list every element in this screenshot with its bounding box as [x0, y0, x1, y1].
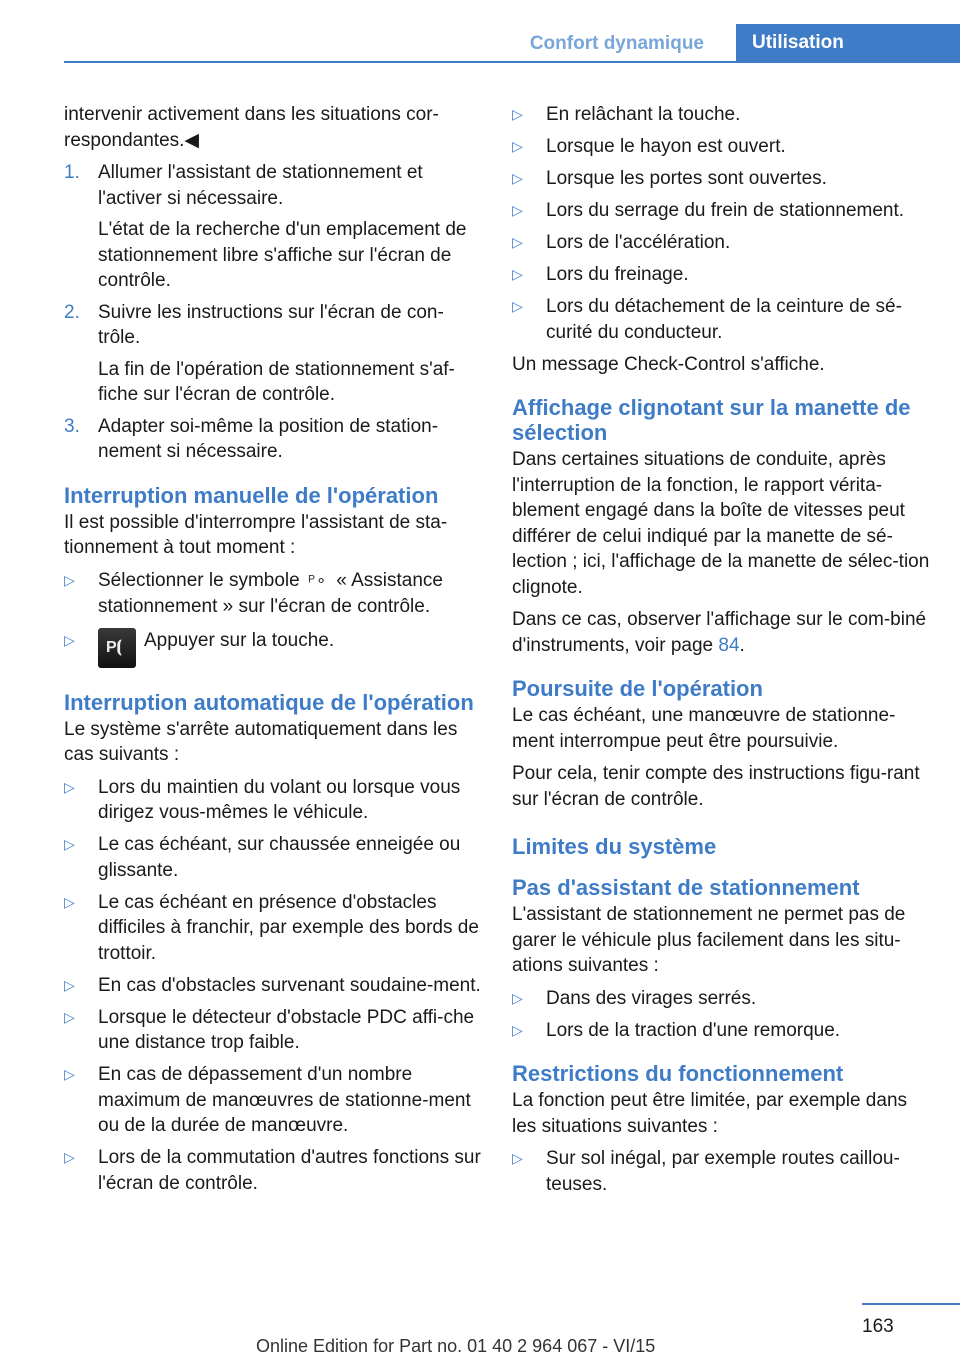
restrictions-text: La fonction peut être limitée, par exemple dans les situations suivantes :: [512, 1090, 908, 1137]
parking-assist-button-icon: P⦗: [98, 628, 136, 668]
triangle-bullet-icon: ▷: [512, 266, 523, 282]
parking-assist-symbol-icon: ᴾ⚬: [308, 572, 328, 590]
manual-interruption-text: Il est possible d'interrompre l'assistant de sta-tionnement à tout moment :: [64, 511, 448, 558]
list-item: [512, 294, 932, 345]
list-item-text: En relâchant la touche.: [546, 104, 741, 125]
blink-paragraph-1: Dans certaines situations de conduite, après l'interruption de la fonction, le rapport vérita-blement engagé dans la boîte de vitesses peut différer de celui indiqué par la manette de sé-lection ; ici, l'affichage de la manette de sélec-tion clignote.: [512, 449, 930, 598]
list-item: [64, 568, 484, 620]
list-item-text: Lors du maintien du volant ou lorsque vous dirigez vous-mêmes le véhicule.: [98, 776, 461, 823]
auto-interruption-heading: Interruption automatique de l'opération: [64, 689, 474, 715]
list-item-text: Lors du freinage.: [546, 264, 689, 285]
triangle-bullet-icon: ▷: [512, 202, 523, 218]
left-column: [64, 102, 484, 1203]
list-item-text: En cas de dépassement d'un nombre maximum de manœuvres de stationne-ment ou de la durée de manœuvre.: [98, 1064, 471, 1136]
triangle-bullet-icon: ▷: [512, 989, 523, 1006]
no-assist-text: L'assistant de stationnement ne permet pas de garer le véhicule plus facilement dans les situ-ations suivantes :: [512, 904, 906, 976]
chapter-tab[interactable]: Utilisation: [736, 24, 960, 61]
list-item: [512, 134, 932, 160]
manual-list: [64, 568, 484, 672]
triangle-bullet-icon: ▷: [64, 1066, 75, 1082]
list-item: [64, 1005, 484, 1056]
triangle-bullet-icon: ▷: [64, 778, 75, 795]
triangle-bullet-icon: ▷: [512, 234, 523, 250]
right-column: [512, 102, 932, 1204]
triangle-bullet-icon: ▷: [64, 836, 75, 852]
step-result: La fin de l'opération de stationnement s'af-fiche sur l'écran de contrôle.: [98, 358, 455, 405]
step-text: Adapter soi-même la position de station-nement si nécessaire.: [98, 415, 439, 462]
section-tab[interactable]: Confort dynamique: [529, 33, 704, 54]
list-item-text: Dans des virages serrés.: [546, 987, 757, 1009]
list-item: [64, 1145, 484, 1196]
list-item-text: Lorsque les portes sont ouvertes.: [546, 168, 827, 189]
list-item-text: Lorsque le hayon est ouvert.: [546, 136, 786, 157]
list-item: [512, 166, 932, 192]
list-item-text: « Assistance stationnement » sur l'écran de contrôle.: [98, 569, 443, 617]
check-control-text: Un message Check-Control s'affiche.: [512, 353, 825, 375]
triangle-bullet-icon: ▷: [512, 1021, 523, 1038]
footer-rule: [862, 1303, 960, 1305]
step-item: [64, 160, 484, 294]
list-item-text: Lors de l'accélération.: [546, 232, 731, 253]
no-assist-list: [512, 986, 932, 1044]
step-item: [64, 300, 484, 408]
list-item-text: Appuyer sur la touche.: [144, 629, 335, 651]
steps-list: [64, 160, 484, 465]
step-number: 1.: [64, 162, 80, 183]
blink-heading: Affichage clignotant sur la manette de sélection: [512, 395, 911, 445]
list-item: [64, 973, 484, 999]
step-text: Allumer l'assistant de stationnement et l'activer si nécessaire.: [98, 162, 423, 209]
page-reference-link[interactable]: 84: [718, 634, 740, 656]
list-item: [512, 102, 932, 128]
page-number: 163: [862, 1316, 894, 1337]
triangle-bullet-icon: ▷: [64, 893, 75, 910]
list-item-text: Lors de la traction d'une remorque.: [546, 1019, 841, 1041]
paragraph-text: .: [739, 634, 745, 656]
step-number: 3.: [64, 415, 80, 437]
continue-heading: Poursuite de l'opération: [512, 676, 763, 701]
list-item: [64, 890, 484, 967]
list-item: [64, 1062, 484, 1139]
list-item: [512, 1146, 932, 1197]
triangle-bullet-icon: ▷: [512, 138, 523, 154]
step-text: Suivre les instructions sur l'écran de con-trôle.: [98, 301, 444, 348]
list-item: [64, 832, 484, 883]
list-item-text: Sur sol inégal, par exemple routes caillou-teuses.: [546, 1148, 900, 1195]
triangle-bullet-icon: ▷: [64, 631, 75, 648]
triangle-bullet-icon: ▷: [512, 1150, 523, 1166]
paragraph-text: Dans ce cas, observer l'affichage sur le com-biné d'instruments, voir page: [512, 609, 927, 656]
triangle-bullet-icon: ▷: [64, 1008, 75, 1025]
triangle-bullet-icon: ▷: [64, 571, 75, 588]
limits-heading: Limites du système: [512, 834, 717, 859]
restrictions-heading: Restrictions du fonctionnement: [512, 1061, 844, 1086]
blink-paragraph-2: [512, 607, 932, 658]
list-item-text: Lors du serrage du frein de stationnement.: [546, 200, 905, 221]
auto-list-continued: [512, 102, 932, 345]
list-item: [512, 230, 932, 256]
list-item: [512, 986, 932, 1012]
list-item: [64, 628, 484, 672]
edition-note: Online Edition for Part no. 01 40 2 964 067 - VI/15: [256, 1336, 656, 1356]
restrictions-list: [512, 1146, 932, 1197]
list-item-text: Sélectionner le symbole: [98, 569, 300, 591]
step-number: 2.: [64, 301, 80, 323]
list-item-text: Lors du détachement de la ceinture de sé-curité du conducteur.: [546, 296, 902, 343]
list-item: [512, 262, 932, 288]
continue-paragraph-2: Pour cela, tenir compte des instructions figu-rant sur l'écran de contrôle.: [512, 763, 920, 810]
auto-list: [64, 775, 484, 1197]
list-item: [64, 775, 484, 826]
list-item-text: Le cas échéant, sur chaussée enneigée ou glissante.: [98, 834, 461, 881]
list-item: [512, 198, 932, 224]
step-item: [64, 414, 484, 465]
list-item-text: Lors de la commutation d'autres fonctions sur l'écran de contrôle.: [98, 1147, 481, 1194]
list-item-text: En cas d'obstacles survenant soudaine-ment.: [98, 974, 481, 996]
auto-interruption-text: Le système s'arrête automatiquement dans les cas suivants :: [64, 718, 458, 765]
triangle-bullet-icon: ▷: [512, 170, 523, 186]
list-item: [512, 1018, 932, 1044]
no-assist-heading: Pas d'assistant de stationnement: [512, 875, 860, 900]
continue-paragraph-1: Le cas échéant, une manœuvre de stationne-ment interrompue peut être poursuivie.: [512, 705, 896, 752]
triangle-bullet-icon: ▷: [512, 298, 523, 314]
list-item-text: Le cas échéant en présence d'obstacles difficiles à franchir, par exemple des bords de trottoir.: [98, 891, 479, 964]
list-item-text: Lorsque le détecteur d'obstacle PDC affi-che une distance trop faible.: [98, 1006, 475, 1053]
step-result: L'état de la recherche d'un emplacement de stationnement libre s'affiche sur l'écran de contrôle.: [98, 219, 467, 291]
triangle-bullet-icon: ▷: [512, 106, 523, 122]
manual-interruption-heading: Interruption manuelle de l'opération: [64, 482, 439, 508]
header-rule: [64, 61, 960, 63]
triangle-bullet-icon: ▷: [64, 1149, 75, 1165]
intro-paragraph: intervenir activement dans les situations cor-respondantes.◀: [64, 104, 439, 151]
triangle-bullet-icon: ▷: [64, 976, 75, 993]
